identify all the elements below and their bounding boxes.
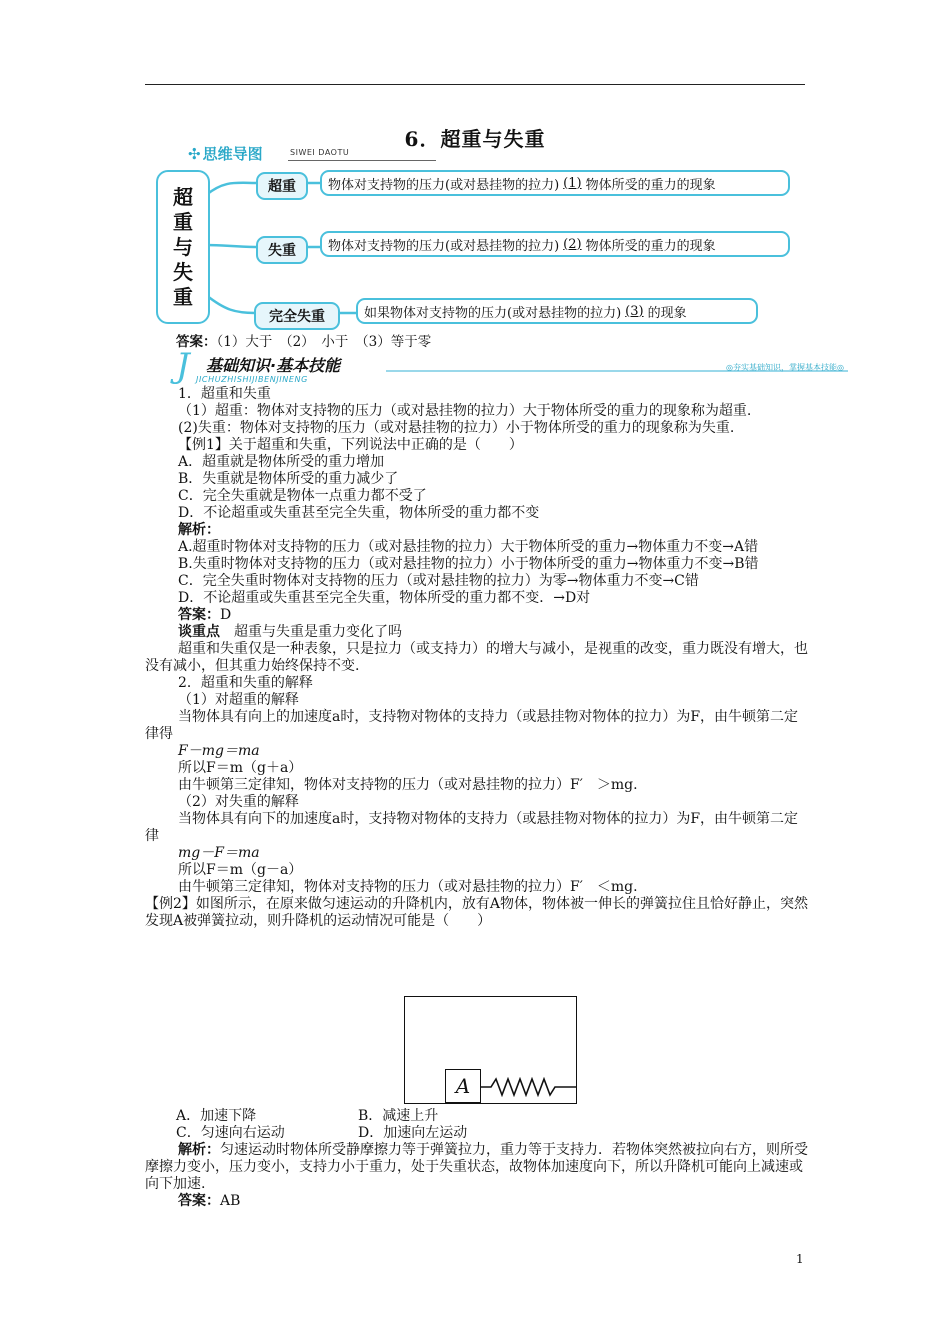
section-heading: 1．超重和失重 [178,386,271,402]
key-point-body: 超重和失重仅是一种表象，只是拉力（或支持力）的增大与减小，是视重的改变，重力既没有增大，也没有减小，但其重力始终保持不变. [145,641,808,674]
analysis-2: 解析：匀速运动时物体所受静摩擦力等于弹簧拉力，重力等于支持力．若物体突然被拉向右方，则所受摩擦力变小，压力变小，支持力小于重力，处于失重状态，故物体加速度向下，所以升降机可能向上减速或向下加速. [145,1142,808,1192]
formula: mg－F＝ma [178,845,260,861]
formula: 所以F＝m（g＋a） [178,760,303,776]
option: A．加速下降 [176,1108,257,1124]
page-number: 1 [796,1252,804,1266]
mindmap-node-chaozhong: 超重 [256,172,308,200]
subsection-heading: （2）对失重的解释 [178,794,299,810]
banner-tagline: ◎夯实基础知识，掌握基本技能◎ [726,363,844,372]
example-1-question: 【例1】关于超重和失重，下列说法中正确的是（ ） [178,437,523,453]
mindmap-answer: 答案：（1）大于 （2） 小于 （3）等于零 [176,334,432,350]
subsection-heading: （1）对超重的解释 [178,692,299,708]
analysis-line: A.超重时物体对支持物的压力（或对悬挂物的拉力）大于物体所受的重力→物体重力不变→A错 [178,539,759,555]
block-a: A [445,1069,481,1103]
answer-1: 答案：D [178,607,232,623]
option: D．加速向左运动 [358,1125,468,1141]
banner-title: 基础知识·基本技能 [206,356,341,375]
cross-star-icon: ✣ [188,145,201,163]
mindmap-leaf-chaozhong: 物体对支持物的压力(或对悬挂物的拉力) (1) 物体所受的重力的现象 [320,170,790,196]
formula: 所以F＝m（g－a） [178,862,303,878]
paragraph: （1）超重：物体对支持物的压力（或对悬挂物的拉力）大于物体所受的重力的现象称为超重. [178,403,752,419]
option: A．超重就是物体所受的重力增加 [178,454,385,470]
example-2-options [176,1108,467,1142]
mindmap-leaf-wanquan: 如果物体对支持物的压力(或对悬挂物的拉力) (3) 的现象 [356,298,758,324]
banner-subtitle: JICHUZHISHIJIBENJINENG [196,375,308,384]
paragraph: 当物体具有向上的加速度a时，支持物对物体的支持力（或悬挂物对物体的拉力）为F，由牛顿第二定律得 [145,709,799,742]
analysis-line: C．完全失重时物体对支持物的压力（或对悬挂物的拉力）为零→物体重力不变→C错 [178,573,699,589]
mindmap-heading: ✣ 思维导图 [188,145,263,163]
section-heading: 2．超重和失重的解释 [178,675,313,691]
answer-2: 答案：AB [178,1193,241,1209]
mindmap-heading-sub: SIWEI DAOTU [290,148,350,157]
mindmap-root: 超 重 与 失 重 [156,170,210,324]
paragraph: 由牛顿第三定律知，物体对支持物的压力（或对悬挂物的拉力）F′ ＞mg. [178,777,638,793]
option: B．失重就是物体所受的重力减少了 [178,471,399,487]
paragraph: 当物体具有向下的加速度a时，支持物对物体的支持力（或悬挂物对物体的拉力）为F，由牛顿第二定律 [145,811,799,844]
page-title: 6．超重与失重 [404,127,546,151]
elevator-figure [404,996,577,1104]
mindmap-leaf-shizhong: 物体对支持物的压力(或对悬挂物的拉力) (2) 物体所受的重力的现象 [320,231,790,257]
paragraph: 由牛顿第三定律知，物体对支持物的压力（或对悬挂物的拉力）F′ ＜mg. [178,879,638,895]
spring-icon [481,1077,576,1097]
analysis-label: 解析： [178,522,220,538]
formula: F－mg＝ma [178,743,260,759]
analysis-line: D．不论超重或失重甚至完全失重，物体所受的重力都不变．→D对 [178,590,591,606]
main-content [145,386,810,930]
banner-j-icon: J [176,346,190,386]
option: C．完全失重就是物体一点重力都不受了 [178,488,427,504]
key-point: 谈重点 超重与失重是重力变化了吗 [178,624,402,640]
mindmap-node-wanquan: 完全失重 [254,302,340,330]
option: C．匀速向右运动 [176,1125,285,1141]
paragraph: (2)失重：物体对支持物的压力（或对悬挂物的拉力）小于物体所受的重力的现象称为失重. [178,420,735,436]
example-2-question: 【例2】如图所示，在原来做匀速运动的升降机内，放有A物体，物体被一伸长的弹簧拉住且恰好静止，突然发现A被弹簧拉动，则升降机的运动情况可能是（ ） [145,896,809,929]
mindmap-node-shizhong: 失重 [256,236,308,264]
option: B．减速上升 [358,1108,439,1124]
analysis-line: B.失重时物体对支持物的压力（或对悬挂物的拉力）小于物体所受的重力→物体重力不变→B错 [178,556,759,572]
section-banner [176,346,848,388]
option: D．不论超重或失重甚至完全失重，物体所受的重力都不变 [178,505,540,521]
example-2-solution [145,1142,810,1210]
